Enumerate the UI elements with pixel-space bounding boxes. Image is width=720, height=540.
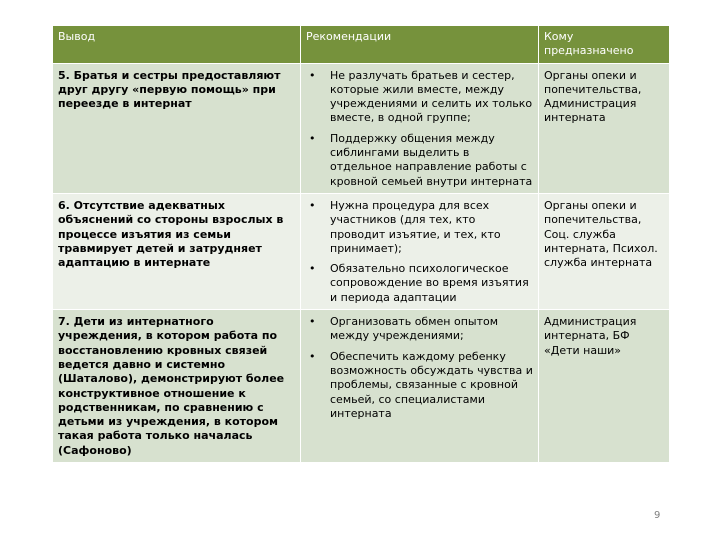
table-header-row xyxy=(53,26,670,64)
table-row xyxy=(53,310,670,463)
recommendations-list xyxy=(306,199,533,305)
recommendation-text: Обеспечить каждому ребенку возможность обсуждать чувства и проблемы, связанные с кровной семьей, со специалистами интерната xyxy=(330,349,533,420)
recipients-cell: Органы опеки и попечительства, Соц. служба интерната, Психол. служба интерната xyxy=(539,193,670,309)
recommendation-text: Нужна процедура для всех участников (для тех, кто проводит изъятие, и тех, кто принимает); xyxy=(330,198,501,255)
recommendation-text: Организовать обмен опытом между учреждениями; xyxy=(330,315,499,343)
list-item xyxy=(306,69,533,126)
recommendations-table xyxy=(52,25,670,463)
list-item xyxy=(306,315,533,344)
bullet-icon: • xyxy=(309,198,316,212)
page-number: 9 xyxy=(654,510,661,521)
list-item xyxy=(306,199,533,256)
conclusion-cell: 6. Отсутствие адекватных объяснений со стороны взрослых в процессе изъятия из семьи травмирует детей и затрудняет адаптацию в интернате xyxy=(53,193,301,309)
bullet-icon: • xyxy=(309,349,316,363)
bullet-icon: • xyxy=(309,68,316,82)
recipients-cell: Администрация интерната, БФ «Дети наши» xyxy=(539,310,670,463)
header-recommendations: Рекомендации xyxy=(301,26,539,64)
recommendations-list xyxy=(306,69,533,189)
list-item xyxy=(306,132,533,189)
list-item xyxy=(306,350,533,421)
bullet-icon: • xyxy=(309,131,316,145)
conclusion-cell: 7. Дети из интернатного учреждения, в котором работа по восстановлению кровных связей ведется давно и системно (Шаталово), демонстрируют более конструктивное отношение к родственникам, по сравнению с детьми из учреждения, в котором такая работа только началась (Сафоново) xyxy=(53,310,301,463)
conclusion-cell: 5. Братья и сестры предоставляют друг другу «первую помощь» при переезде в интернат xyxy=(53,63,301,193)
recommendations-cell xyxy=(301,310,539,463)
header-conclusion: Вывод xyxy=(53,26,301,64)
header-recipients: Кому предназначено xyxy=(539,26,670,64)
recipients-cell: Органы опеки и попечительства, Администрация интерната xyxy=(539,63,670,193)
table-row xyxy=(53,63,670,193)
bullet-icon: • xyxy=(309,315,316,329)
recommendations-cell xyxy=(301,193,539,309)
recommendation-text: Не разлучать братьев и сестер, которые жили вместе, между учреждениями и селить их только вместе, в одной группе; xyxy=(330,68,533,125)
recommendations-cell xyxy=(301,63,539,193)
recommendation-text: Обязательно психологическое сопровождение во время изъятия и периода адаптации xyxy=(330,262,529,304)
list-item xyxy=(306,262,533,305)
recommendations-list xyxy=(306,315,533,421)
recommendation-text: Поддержку общения между сиблингами выделить в отдельное направление работы с кровной семьей внутри интерната xyxy=(330,131,533,188)
table-row xyxy=(53,193,670,309)
bullet-icon: • xyxy=(309,262,316,276)
